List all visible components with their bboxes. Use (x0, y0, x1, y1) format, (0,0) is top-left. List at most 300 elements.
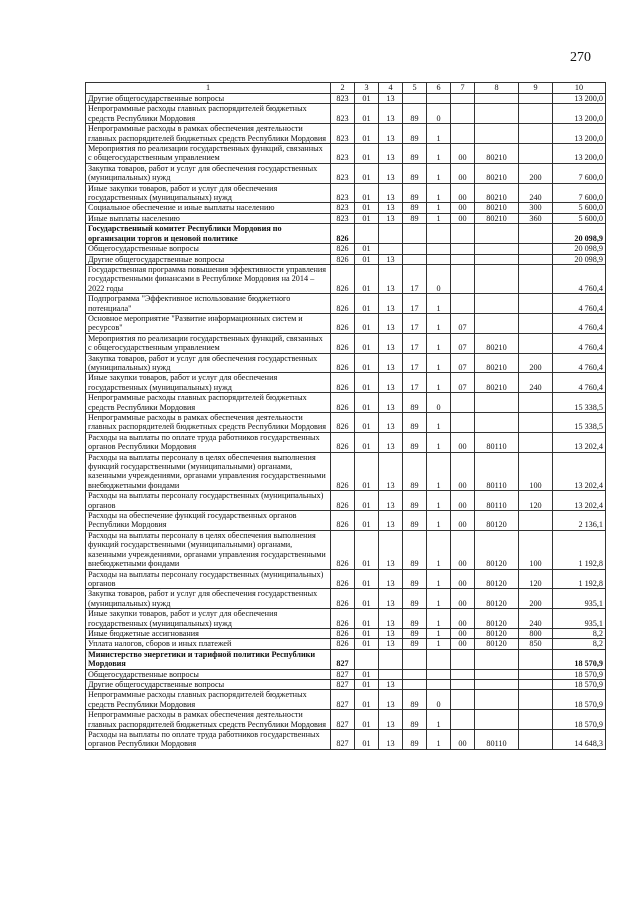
row-section-cell: 01 (355, 710, 379, 730)
row-direction-cell: 80120 (475, 589, 519, 609)
row-chapter-cell: 827 (331, 730, 355, 750)
row-activity-cell: 00 (451, 213, 475, 223)
row-activity-cell (451, 104, 475, 124)
row-sum-cell: 18 570,9 (553, 649, 606, 669)
table-row (86, 294, 606, 314)
row-program-cell: 89 (403, 393, 427, 413)
row-activity-cell: 07 (451, 333, 475, 353)
row-section-cell: 01 (355, 730, 379, 750)
row-direction-cell: 80210 (475, 144, 519, 164)
row-chapter-cell: 823 (331, 183, 355, 203)
row-subprogram-cell: 1 (427, 213, 451, 223)
table-row (86, 313, 606, 333)
header-cell: 9 (519, 83, 553, 94)
row-program-cell: 89 (403, 710, 427, 730)
row-chapter-cell: 826 (331, 491, 355, 511)
row-subsection-cell: 13 (379, 393, 403, 413)
row-expense-type-cell (519, 94, 553, 104)
row-section-cell: 01 (355, 679, 379, 689)
row-subprogram-cell: 1 (427, 491, 451, 511)
row-section-cell: 01 (355, 264, 379, 293)
row-subprogram-cell: 1 (427, 144, 451, 164)
row-activity-cell: 00 (451, 163, 475, 183)
row-program-cell: 89 (403, 589, 427, 609)
row-program-cell (403, 224, 427, 244)
table-row (86, 679, 606, 689)
row-direction-cell: 80110 (475, 432, 519, 452)
row-direction-cell: 80120 (475, 569, 519, 589)
row-subprogram-cell: 1 (427, 373, 451, 393)
table-row (86, 213, 606, 223)
row-section-cell: 01 (355, 589, 379, 609)
row-chapter-cell: 826 (331, 294, 355, 314)
row-section-cell: 01 (355, 254, 379, 264)
table-body (86, 94, 606, 750)
row-name-cell: Общегосударственные вопросы (86, 669, 331, 679)
row-sum-cell: 935,1 (553, 589, 606, 609)
row-sum-cell: 13 202,4 (553, 432, 606, 452)
row-sum-cell: 4 760,4 (553, 264, 606, 293)
row-expense-type-cell: 120 (519, 569, 553, 589)
table-row (86, 432, 606, 452)
row-subsection-cell: 13 (379, 690, 403, 710)
row-section-cell: 01 (355, 530, 379, 569)
row-subprogram-cell: 0 (427, 690, 451, 710)
row-subprogram-cell: 1 (427, 313, 451, 333)
row-name-cell: Непрограммные расходы в рамках обеспечения деятельности главных распорядителей бюджетных средств Республики Мордовия (86, 124, 331, 144)
row-expense-type-cell (519, 333, 553, 353)
row-name-cell: Иные бюджетные ассигнования (86, 628, 331, 638)
row-sum-cell: 13 202,4 (553, 491, 606, 511)
row-name-cell: Непрограммные расходы главных распорядителей бюджетных средств Республики Мордовия (86, 104, 331, 124)
table-row (86, 452, 606, 491)
row-expense-type-cell (519, 690, 553, 710)
row-subprogram-cell: 1 (427, 294, 451, 314)
table-row (86, 649, 606, 669)
row-chapter-cell: 827 (331, 710, 355, 730)
table-row (86, 511, 606, 531)
row-activity-cell: 00 (451, 609, 475, 629)
row-direction-cell (475, 313, 519, 333)
table-row (86, 413, 606, 433)
row-name-cell: Расходы на выплаты персоналу в целях обеспечения выполнения функций государственными (муниципальными) органами, казенными учреждениями, органами управления государственными внебюджетными фондами (86, 452, 331, 491)
header-cell: 10 (553, 83, 606, 94)
row-section-cell (355, 649, 379, 669)
row-expense-type-cell (519, 224, 553, 244)
row-activity-cell: 07 (451, 313, 475, 333)
row-name-cell: Иные закупки товаров, работ и услуг для обеспечения государственных (муниципальных) нужд (86, 609, 331, 629)
row-activity-cell (451, 94, 475, 104)
row-subprogram-cell (427, 679, 451, 689)
row-expense-type-cell (519, 244, 553, 254)
row-sum-cell: 2 136,1 (553, 511, 606, 531)
row-subprogram-cell: 1 (427, 639, 451, 649)
row-sum-cell: 13 200,0 (553, 144, 606, 164)
row-direction-cell: 80110 (475, 491, 519, 511)
header-cell: 6 (427, 83, 451, 94)
row-activity-cell (451, 254, 475, 264)
row-program-cell: 89 (403, 203, 427, 213)
row-expense-type-cell (519, 294, 553, 314)
row-section-cell: 01 (355, 213, 379, 223)
row-direction-cell: 80120 (475, 609, 519, 629)
row-program-cell: 89 (403, 124, 427, 144)
row-section-cell: 01 (355, 104, 379, 124)
row-subprogram-cell: 0 (427, 264, 451, 293)
row-chapter-cell: 826 (331, 432, 355, 452)
row-expense-type-cell: 100 (519, 452, 553, 491)
row-section-cell: 01 (355, 203, 379, 213)
row-chapter-cell: 826 (331, 639, 355, 649)
row-expense-type-cell (519, 264, 553, 293)
row-program-cell: 89 (403, 491, 427, 511)
budget-table (85, 82, 606, 750)
row-chapter-cell: 826 (331, 569, 355, 589)
row-sum-cell: 15 338,5 (553, 413, 606, 433)
row-program-cell: 89 (403, 213, 427, 223)
row-direction-cell: 80120 (475, 530, 519, 569)
row-name-cell: Государственная программа повышения эффективности управления государственными финансами в Республике Мордовия на 2014 – 2022 годы (86, 264, 331, 293)
row-subsection-cell: 13 (379, 94, 403, 104)
row-program-cell: 89 (403, 639, 427, 649)
row-expense-type-cell: 850 (519, 639, 553, 649)
row-section-cell: 01 (355, 244, 379, 254)
row-chapter-cell: 826 (331, 452, 355, 491)
row-direction-cell (475, 679, 519, 689)
row-expense-type-cell (519, 393, 553, 413)
row-name-cell: Социальное обеспечение и иные выплаты населению (86, 203, 331, 213)
row-activity-cell: 00 (451, 569, 475, 589)
row-program-cell: 89 (403, 183, 427, 203)
row-chapter-cell: 826 (331, 589, 355, 609)
row-name-cell: Основное мероприятие "Развитие информационных систем и ресурсов" (86, 313, 331, 333)
row-program-cell (403, 244, 427, 254)
row-chapter-cell: 826 (331, 373, 355, 393)
row-section-cell: 01 (355, 669, 379, 679)
row-name-cell: Непрограммные расходы в рамках обеспечения деятельности главных распорядителей бюджетных средств Республики Мордовия (86, 413, 331, 433)
row-sum-cell: 18 570,9 (553, 710, 606, 730)
row-section-cell: 01 (355, 511, 379, 531)
row-direction-cell (475, 124, 519, 144)
table-row (86, 491, 606, 511)
row-program-cell: 89 (403, 628, 427, 638)
row-expense-type-cell (519, 104, 553, 124)
row-subprogram-cell: 1 (427, 730, 451, 750)
row-program-cell: 89 (403, 144, 427, 164)
row-chapter-cell: 826 (331, 393, 355, 413)
row-name-cell: Другие общегосударственные вопросы (86, 94, 331, 104)
row-expense-type-cell: 200 (519, 589, 553, 609)
row-activity-cell (451, 679, 475, 689)
row-program-cell: 89 (403, 730, 427, 750)
row-expense-type-cell (519, 432, 553, 452)
row-program-cell: 17 (403, 373, 427, 393)
table-row (86, 124, 606, 144)
row-name-cell: Непрограммные расходы главных распорядителей бюджетных средств Республики Мордовия (86, 690, 331, 710)
row-activity-cell: 00 (451, 183, 475, 203)
row-section-cell: 01 (355, 628, 379, 638)
row-subprogram-cell: 1 (427, 432, 451, 452)
row-sum-cell: 4 760,4 (553, 313, 606, 333)
row-chapter-cell: 823 (331, 213, 355, 223)
row-subsection-cell: 13 (379, 452, 403, 491)
row-sum-cell: 20 098,9 (553, 244, 606, 254)
row-expense-type-cell (519, 649, 553, 669)
row-activity-cell (451, 124, 475, 144)
row-program-cell: 17 (403, 333, 427, 353)
row-activity-cell (451, 669, 475, 679)
table-row (86, 609, 606, 629)
row-sum-cell: 14 648,3 (553, 730, 606, 750)
row-expense-type-cell (519, 679, 553, 689)
row-subsection-cell: 13 (379, 203, 403, 213)
row-section-cell: 01 (355, 413, 379, 433)
row-section-cell: 01 (355, 353, 379, 373)
row-subprogram-cell (427, 254, 451, 264)
row-sum-cell: 20 098,9 (553, 224, 606, 244)
row-subsection-cell: 13 (379, 144, 403, 164)
header-cell: 4 (379, 83, 403, 94)
table-row (86, 669, 606, 679)
row-name-cell: Непрограммные расходы главных распорядителей бюджетных средств Республики Мордовия (86, 393, 331, 413)
row-sum-cell: 1 192,8 (553, 530, 606, 569)
row-sum-cell: 935,1 (553, 609, 606, 629)
row-chapter-cell: 826 (331, 254, 355, 264)
row-subprogram-cell: 1 (427, 333, 451, 353)
row-name-cell: Государственный комитет Республики Мордовия по организации торгов и ценовой политике (86, 224, 331, 244)
table-row (86, 730, 606, 750)
row-subsection-cell: 13 (379, 294, 403, 314)
row-direction-cell (475, 244, 519, 254)
table-row (86, 203, 606, 213)
row-section-cell: 01 (355, 690, 379, 710)
row-direction-cell: 80210 (475, 203, 519, 213)
row-activity-cell (451, 393, 475, 413)
row-subprogram-cell (427, 224, 451, 244)
row-section-cell: 01 (355, 333, 379, 353)
row-direction-cell (475, 649, 519, 669)
table-row (86, 628, 606, 638)
row-section-cell: 01 (355, 432, 379, 452)
row-subsection-cell: 13 (379, 589, 403, 609)
row-expense-type-cell: 240 (519, 609, 553, 629)
row-subprogram-cell: 1 (427, 511, 451, 531)
row-section-cell: 01 (355, 609, 379, 629)
row-expense-type-cell: 800 (519, 628, 553, 638)
row-chapter-cell: 826 (331, 530, 355, 569)
row-name-cell: Другие общегосударственные вопросы (86, 679, 331, 689)
row-chapter-cell: 823 (331, 124, 355, 144)
row-direction-cell (475, 710, 519, 730)
row-subsection-cell (379, 244, 403, 254)
row-chapter-cell: 826 (331, 224, 355, 244)
row-name-cell: Другие общегосударственные вопросы (86, 254, 331, 264)
row-program-cell (403, 669, 427, 679)
row-activity-cell: 00 (451, 589, 475, 609)
row-subprogram-cell (427, 244, 451, 254)
row-subprogram-cell: 1 (427, 124, 451, 144)
table-header-row (86, 83, 606, 94)
row-program-cell: 89 (403, 690, 427, 710)
row-expense-type-cell (519, 124, 553, 144)
table-row (86, 639, 606, 649)
row-name-cell: Закупка товаров, работ и услуг для обеспечения государственных (муниципальных) нужд (86, 589, 331, 609)
row-chapter-cell: 823 (331, 144, 355, 164)
row-program-cell (403, 649, 427, 669)
row-direction-cell (475, 393, 519, 413)
row-subprogram-cell: 0 (427, 393, 451, 413)
row-activity-cell (451, 224, 475, 244)
row-program-cell: 89 (403, 413, 427, 433)
row-subsection-cell: 13 (379, 373, 403, 393)
row-subprogram-cell: 1 (427, 163, 451, 183)
row-sum-cell: 13 200,0 (553, 124, 606, 144)
row-sum-cell: 4 760,4 (553, 373, 606, 393)
row-program-cell: 89 (403, 609, 427, 629)
row-direction-cell (475, 94, 519, 104)
row-program-cell: 17 (403, 313, 427, 333)
row-name-cell: Расходы на выплаты персоналу государственных (муниципальных) органов (86, 569, 331, 589)
row-section-cell: 01 (355, 569, 379, 589)
table-row (86, 94, 606, 104)
row-activity-cell: 00 (451, 432, 475, 452)
row-direction-cell: 80110 (475, 730, 519, 750)
row-sum-cell: 4 760,4 (553, 353, 606, 373)
page-number: 270 (570, 50, 591, 65)
row-program-cell: 89 (403, 452, 427, 491)
row-activity-cell (451, 690, 475, 710)
row-subsection-cell: 13 (379, 530, 403, 569)
row-chapter-cell: 827 (331, 690, 355, 710)
table-row (86, 244, 606, 254)
row-subsection-cell: 13 (379, 104, 403, 124)
row-expense-type-cell (519, 730, 553, 750)
row-section-cell: 01 (355, 313, 379, 333)
row-subprogram-cell: 1 (427, 452, 451, 491)
row-section-cell: 01 (355, 393, 379, 413)
row-subsection-cell: 13 (379, 413, 403, 433)
table-row (86, 264, 606, 293)
row-expense-type-cell (519, 254, 553, 264)
row-activity-cell: 00 (451, 628, 475, 638)
row-chapter-cell: 823 (331, 104, 355, 124)
row-program-cell: 17 (403, 353, 427, 373)
row-name-cell: Министерство энергетики и тарифной политики Республики Мордовия (86, 649, 331, 669)
row-chapter-cell: 826 (331, 333, 355, 353)
row-subprogram-cell: 1 (427, 609, 451, 629)
table-row (86, 569, 606, 589)
row-sum-cell: 13 202,4 (553, 452, 606, 491)
table-row (86, 353, 606, 373)
row-activity-cell: 00 (451, 639, 475, 649)
row-activity-cell: 07 (451, 353, 475, 373)
row-program-cell: 89 (403, 569, 427, 589)
row-sum-cell: 18 570,9 (553, 679, 606, 689)
row-activity-cell: 00 (451, 203, 475, 213)
row-sum-cell: 20 098,9 (553, 254, 606, 264)
row-expense-type-cell: 200 (519, 163, 553, 183)
row-sum-cell: 1 192,8 (553, 569, 606, 589)
row-name-cell: Расходы на выплаты по оплате труда работников государственных органов Республики Мордовия (86, 730, 331, 750)
row-chapter-cell: 823 (331, 94, 355, 104)
row-name-cell: Иные выплаты населению (86, 213, 331, 223)
row-section-cell: 01 (355, 163, 379, 183)
row-program-cell: 17 (403, 294, 427, 314)
row-chapter-cell: 823 (331, 203, 355, 213)
row-direction-cell: 80210 (475, 183, 519, 203)
row-subsection-cell: 13 (379, 569, 403, 589)
row-program-cell (403, 94, 427, 104)
header-cell: 7 (451, 83, 475, 94)
row-expense-type-cell (519, 710, 553, 730)
row-expense-type-cell (519, 669, 553, 679)
table-row (86, 254, 606, 264)
row-subsection-cell: 13 (379, 609, 403, 629)
header-cell: 1 (86, 83, 331, 94)
row-chapter-cell: 826 (331, 264, 355, 293)
row-chapter-cell: 826 (331, 628, 355, 638)
row-direction-cell (475, 413, 519, 433)
row-direction-cell (475, 690, 519, 710)
row-direction-cell: 80210 (475, 353, 519, 373)
row-activity-cell: 00 (451, 491, 475, 511)
row-subsection-cell: 13 (379, 183, 403, 203)
row-section-cell: 01 (355, 144, 379, 164)
row-subprogram-cell: 1 (427, 203, 451, 213)
row-name-cell: Уплата налогов, сборов и иных платежей (86, 639, 331, 649)
row-direction-cell: 80210 (475, 373, 519, 393)
row-subsection-cell: 13 (379, 679, 403, 689)
row-sum-cell: 4 760,4 (553, 294, 606, 314)
row-subprogram-cell (427, 669, 451, 679)
row-direction-cell: 80210 (475, 333, 519, 353)
row-name-cell: Иные закупки товаров, работ и услуг для обеспечения государственных (муниципальных) нужд (86, 373, 331, 393)
row-sum-cell: 15 338,5 (553, 393, 606, 413)
row-activity-cell (451, 244, 475, 254)
row-direction-cell: 80210 (475, 213, 519, 223)
row-section-cell: 01 (355, 294, 379, 314)
row-expense-type-cell: 200 (519, 353, 553, 373)
row-sum-cell: 13 200,0 (553, 94, 606, 104)
row-activity-cell: 00 (451, 730, 475, 750)
row-name-cell: Подпрограмма "Эффективное использование бюджетного потенциала" (86, 294, 331, 314)
row-program-cell: 89 (403, 163, 427, 183)
row-name-cell: Расходы на обеспечение функций государственных органов Республики Мордовия (86, 511, 331, 531)
row-subprogram-cell: 1 (427, 183, 451, 203)
row-direction-cell (475, 104, 519, 124)
row-expense-type-cell: 100 (519, 530, 553, 569)
row-subsection-cell: 13 (379, 628, 403, 638)
row-subsection-cell (379, 649, 403, 669)
row-activity-cell (451, 264, 475, 293)
row-direction-cell (475, 294, 519, 314)
table-row (86, 373, 606, 393)
table-row (86, 144, 606, 164)
table-row (86, 333, 606, 353)
row-section-cell: 01 (355, 491, 379, 511)
row-subsection-cell: 13 (379, 730, 403, 750)
row-subsection-cell (379, 224, 403, 244)
row-chapter-cell: 827 (331, 679, 355, 689)
row-chapter-cell: 826 (331, 353, 355, 373)
row-subsection-cell: 13 (379, 432, 403, 452)
row-subprogram-cell: 1 (427, 710, 451, 730)
row-chapter-cell: 827 (331, 669, 355, 679)
row-subprogram-cell (427, 649, 451, 669)
row-activity-cell (451, 649, 475, 669)
row-section-cell: 01 (355, 94, 379, 104)
row-expense-type-cell (519, 313, 553, 333)
